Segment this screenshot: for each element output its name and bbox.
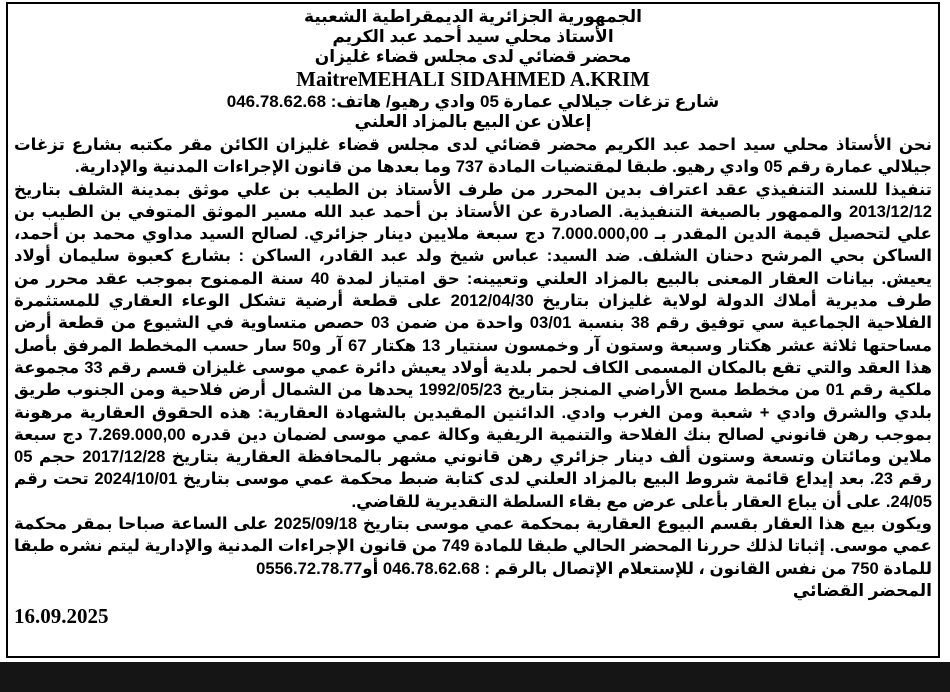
signature-date: 16.09.2025 bbox=[14, 603, 109, 628]
bailiff-name: الأستاذ محلي سيد أحمد عبد الكريم bbox=[332, 27, 614, 46]
legal-notice bbox=[6, 2, 940, 658]
body-paragraph-details: تنفيذا للسند التنفيذي عقد اعتراف بدين المحرر من طرف الأستاذ بن الطيب بن علي موثق بمدينة الشلف بتاريخ 2013/12/12 والممهور بالصيغة التنفيذية. الصادرة عن الأستاذ بن أحمد عبد الله مسير الموثق المتوفي بن الطيب بن علي لتحصيل قيمة الدين المقدر بـ 7.000.000,00 دج سبعة ملايين دينار جزائري. لصالح السيد مداوي محمد بن أحمد، الساكن بحي المرشح دحنان الشلف. ضد السيد: عباس شيخ ولد عبد القادر، الساكن : بشارع كعبوة سليمان أولاد يعيش. بيانات العقار المعنى بالبيع بالمزاد العلني وتعيينه: حق امتياز لمدة 40 سنة الممنوح بموجب عقد محرر من طرف مديرية أملاك الدولة لولاية غليزان بتاريخ 2012/04/30 على قطعة أرضية تشكل الوعاء العقاري للمستثمرة الفلاحية الجماعية سي توفيق رقم 38 بنسبة 03/01 واحدة من ضمن 03 حصص متساوية في الشيوع من قطعة أرض مساحتها ثلاثة عشر هكتار وسبعة وستون آر وخمسون سنتيار 13 هكتار 67 آر و50 سار حسب المخطط المرفق بأصل هذا العقد والتي تقع بالمكان المسمى الكاف لحمر بلدية أولاد يعيش دائرة عمي موسى غليزان قسم رقم 33 مجموعة ملكية رقم 01 من مخطط مسح الأراضي المنجز بتاريخ 1992/05/23 يحدها من الشمال أرض فلاحية ومن الجنوب طريق بلدي والشرق وادي + شعبة ومن الغرب وادي. الدائنين المقيدين بالشهادة العقارية: هذه الحقوق العقارية مرهونة بموجب رهن قانوني لصالح بنك الفلاحة والتنمية الريفية وكالة عمي موسى لضمان دين قدره 7.269.000,00 دج سبعة ملاين ومائتان وتسعة وستون ألف دينار جزائري رهن قانوني مشهر بالمحافظة العقارية بتاريخ 2017/12/28 حجم 05 رقم 23. بعد إيداع قائمة شروط البيع بالمزاد العلني لدى كتابة ضبط محكمة عمي موسى بتاريخ 2024/10/01 تحت رقم 24/05. على أن يباع العقار بأعلى عرض مع بقاء السلطة التقديرية للقاضي. bbox=[14, 179, 933, 511]
body-paragraph-sale: ويكون بيع هذا العقار بقسم البيوع العقارية بمحكمة عمي موسى بتاريخ 2025/09/18 على الساعة صباحا بمقر محكمة عمي موسى. إثباتا لذلك حررنا المحضر الحالي طبقا للمادة 749 من قانون الإجراءات المدنية والإدارية ليتم نشره طبقا للمادة 750 من نفس القانون ، للإستعلام الإتصال بالرقم : 046.78.62.68 أو0556.72.78.77 bbox=[14, 514, 932, 578]
bailiff-latin-name: MaitreMEHALI SIDAHMED A.KRIM bbox=[296, 67, 650, 91]
office-address: شارع تزغات جيلالي عمارة 05 وادي رهيو/ هاتف: 046.78.62.68 bbox=[226, 92, 720, 111]
republic-title: الجمهورية الجزائرية الديمقراطية الشعبية bbox=[304, 7, 642, 26]
signature-title: المحضر القضائي bbox=[792, 580, 932, 600]
notice-body bbox=[14, 134, 932, 580]
notice-title: إعلان عن البيع بالمزاد العلني bbox=[354, 112, 592, 131]
page-bottom-bar bbox=[0, 662, 950, 692]
body-paragraph-intro: نحن الأستاذ محلي سيد احمد عبد الكريم محضر قضائي لدى مجلس قضاء غليزان الكائن مقر مكتبه بشارع تزغات جيلالي عمارة رقم 05 وادي رهيو. طبقا لمقتضيات المادة 737 وما بعدها من قانون الإجراءات المدنية والإدارية. bbox=[14, 135, 932, 177]
bailiff-office: محضر قضائي لدى مجلس قضاء غليزان bbox=[314, 47, 632, 66]
